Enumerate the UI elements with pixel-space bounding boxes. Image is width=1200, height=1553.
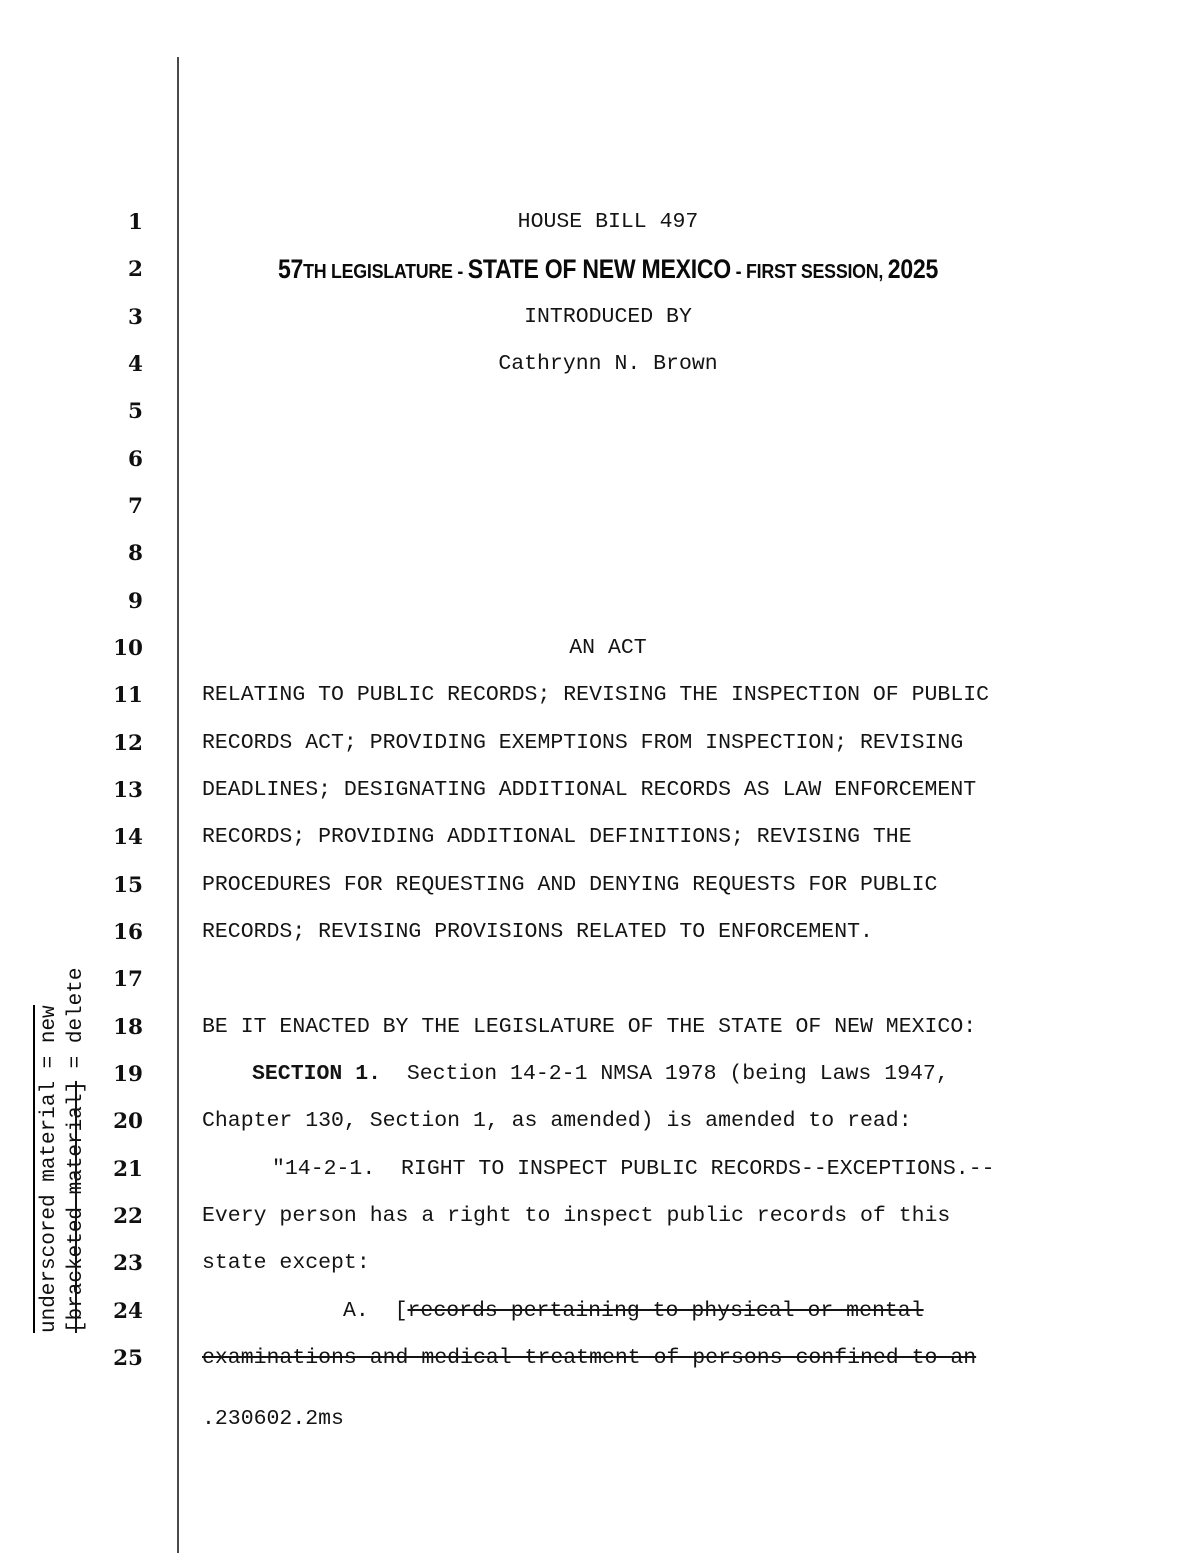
document-line-19 — [0, 1051, 1200, 1098]
document-line-10 — [0, 625, 1200, 672]
document-line-13 — [0, 767, 1200, 814]
line-text — [202, 1098, 1014, 1145]
line-19-segment-1: Section 14-2-1 NMSA 1978 (being Laws 1947, — [381, 1062, 949, 1086]
line-text — [202, 1240, 1014, 1287]
document-line-24 — [0, 1288, 1200, 1335]
sidebar-note-underscored-new: underscored material = new — [33, 1005, 62, 1333]
line-text — [202, 1193, 1014, 1240]
line-3-segment-0: INTRODUCED BY — [524, 305, 692, 329]
line-24-segment-0: A. [ — [343, 1299, 408, 1323]
document-line-17 — [0, 956, 1200, 1003]
document-line-22 — [0, 1193, 1200, 1240]
document-line-12 — [0, 720, 1200, 767]
line-number: 12 — [113, 731, 143, 756]
line-number: 11 — [113, 683, 143, 708]
line-2-segment-2: - — [452, 260, 468, 283]
line-text — [202, 1004, 1014, 1051]
line-14-segment-0: RECORDS; PROVIDING ADDITIONAL DEFINITIONS; REVISING THE — [202, 825, 912, 849]
line-number: 15 — [113, 873, 143, 898]
line-2-segment-0: 57 — [277, 254, 304, 284]
line-text — [202, 294, 1014, 341]
line-number: 8 — [128, 541, 143, 566]
document-line-9 — [0, 578, 1200, 625]
line-number: 24 — [113, 1299, 143, 1324]
line-text — [255, 246, 961, 295]
document-line-23 — [0, 1240, 1200, 1287]
line-number: 9 — [128, 589, 143, 614]
line-text — [202, 625, 1014, 672]
line-number: 23 — [113, 1251, 143, 1276]
line-text — [202, 1335, 1014, 1382]
document-line-3 — [0, 294, 1200, 341]
document-line-21 — [0, 1146, 1200, 1193]
line-10-segment-0: AN ACT — [569, 636, 647, 660]
document-line-15 — [0, 862, 1200, 909]
document-line-6 — [0, 436, 1200, 483]
line-2-segment-4: - — [730, 260, 747, 283]
document-line-11 — [0, 672, 1200, 719]
line-18-segment-0: BE IT ENACTED BY THE LEGISLATURE OF THE STATE OF NEW MEXICO: — [202, 1015, 977, 1039]
line-text — [202, 909, 1014, 956]
line-4-segment-0: Cathrynn N. Brown — [498, 352, 718, 376]
line-23-segment-0: state except: — [202, 1251, 370, 1275]
document-line-8 — [0, 530, 1200, 577]
document-line-14 — [0, 814, 1200, 861]
line-number: 14 — [113, 825, 143, 850]
line-text — [202, 1051, 1064, 1098]
line-number: 5 — [128, 399, 143, 424]
line-number: 4 — [128, 352, 143, 377]
document-line-1 — [0, 199, 1200, 246]
line-2-segment-5: FIRST SESSION, — [746, 260, 888, 283]
line-text — [202, 341, 1014, 388]
line-25-segment-0: examinations and medical treatment of persons confined to an — [202, 1346, 977, 1370]
document-line-5 — [0, 388, 1200, 435]
bill-reference-number: .230602.2ms — [202, 1407, 344, 1431]
line-20-segment-0: Chapter 130, Section 1, as amended) is amended to read: — [202, 1109, 912, 1133]
line-text — [202, 767, 1014, 814]
line-number: 1 — [128, 210, 143, 235]
line-13-segment-0: DEADLINES; DESIGNATING ADDITIONAL RECORDS AS LAW ENFORCEMENT — [202, 778, 977, 802]
sidebar-note-delete-rest: = delete — [65, 967, 88, 1081]
line-1-segment-0: HOUSE BILL 497 — [517, 210, 699, 234]
line-number: 13 — [113, 778, 143, 803]
line-number: 17 — [113, 967, 143, 992]
document-line-16 — [0, 909, 1200, 956]
line-22-segment-0: Every person has a right to inspect public records of this — [202, 1204, 951, 1228]
line-2-segment-1: TH LEGISLATURE — [303, 260, 453, 283]
line-2-segment-6: 2025 — [887, 254, 939, 284]
line-15-segment-0: PROCEDURES FOR REQUESTING AND DENYING REQUESTS FOR PUBLIC — [202, 873, 938, 897]
line-16-segment-0: RECORDS; REVISING PROVISIONS RELATED TO ENFORCEMENT. — [202, 920, 873, 944]
line-2-segment-3: STATE OF NEW MEXICO — [467, 254, 731, 284]
document-line-18 — [0, 1004, 1200, 1051]
document-line-7 — [0, 483, 1200, 530]
line-number: 22 — [113, 1204, 143, 1229]
line-24-segment-1: records pertaining to physical or mental — [407, 1299, 924, 1323]
line-text — [202, 862, 1014, 909]
line-11-segment-0: RELATING TO PUBLIC RECORDS; REVISING THE INSPECTION OF PUBLIC — [202, 683, 990, 707]
line-number: 2 — [128, 257, 143, 282]
line-text — [202, 199, 1014, 246]
line-text — [202, 672, 1014, 719]
line-number: 20 — [113, 1109, 143, 1134]
line-text — [202, 1288, 1155, 1335]
line-number: 7 — [128, 494, 143, 519]
sidebar-note-bracketed-struck: [bracketed material] — [65, 1080, 88, 1333]
line-number: 10 — [113, 636, 143, 661]
line-19-segment-0: SECTION 1. — [252, 1062, 382, 1086]
line-number: 3 — [128, 305, 143, 330]
line-12-segment-0: RECORDS ACT; PROVIDING EXEMPTIONS FROM INSPECTION; REVISING — [202, 731, 964, 755]
line-text — [202, 1146, 1084, 1193]
document-line-20 — [0, 1098, 1200, 1145]
line-number: 6 — [128, 447, 143, 472]
line-text — [202, 814, 1014, 861]
line-number: 18 — [113, 1015, 143, 1040]
document-line-25 — [0, 1335, 1200, 1382]
line-number: 16 — [113, 920, 143, 945]
line-number: 25 — [113, 1346, 143, 1371]
line-text — [202, 720, 1014, 767]
line-number: 21 — [113, 1157, 143, 1182]
line-number: 19 — [113, 1062, 143, 1087]
document-line-2 — [0, 246, 1200, 293]
document-line-4 — [0, 341, 1200, 388]
line-21-segment-0: "14-2-1. RIGHT TO INSPECT PUBLIC RECORDS--EXCEPTIONS.-- — [272, 1157, 995, 1181]
